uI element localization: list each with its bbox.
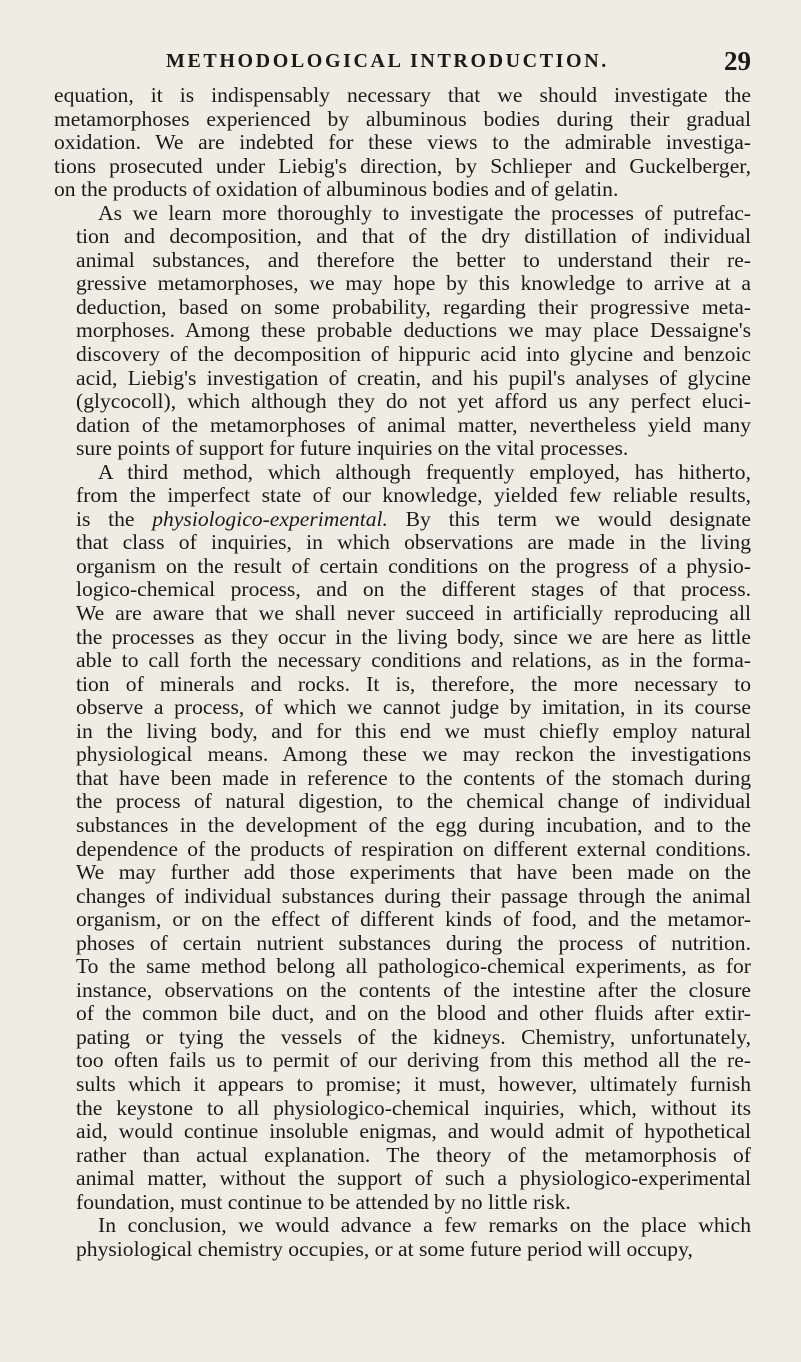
text-line: phoses of certain nutrient substances during the process of nutrition. xyxy=(76,930,751,955)
page-number: 29 xyxy=(724,46,751,76)
paragraph xyxy=(54,1214,751,1261)
text-line: organism, or on the effect of different kinds of food, and the metamor- xyxy=(76,907,751,932)
paragraph xyxy=(54,202,751,461)
text-line: sure points of support for future inquiries on the vital processes. xyxy=(76,436,629,461)
text-line: We are aware that we shall never succeed in artificially reproducing all xyxy=(76,601,751,626)
paragraph xyxy=(54,461,751,1215)
text-line: animal substances, and therefore the better to understand their re- xyxy=(76,247,751,272)
text-line: that class of inquiries, in which observations are made in the living xyxy=(76,530,751,555)
text-line: from the imperfect state of our knowledge, yielded few reliable results, xyxy=(76,483,751,508)
text-line: is the physiologico-experimental. By this term we would designate xyxy=(76,506,751,531)
text-line: We may further add those experiments that have been made on the xyxy=(76,860,751,885)
text-line: animal matter, without the support of such a physiologico-experimental xyxy=(76,1166,751,1191)
text-line: A third method, which although frequently employed, has hitherto, xyxy=(98,459,751,484)
text-line: equation, it is indispensably necessary that we should investigate the xyxy=(54,83,751,107)
text-line: in the living body, and for this end we must chiefly employ natural xyxy=(76,718,751,743)
text-line: oxidation. We are indebted for these views to the admirable investiga- xyxy=(54,130,751,155)
text-line: rather than actual explanation. The theory of the metamorphosis of xyxy=(76,1142,751,1167)
text-line: metamorphoses experienced by albuminous bodies during their gradual xyxy=(54,106,751,131)
text-line: of the common bile duct, and on the blood and other fluids after extir- xyxy=(76,1001,751,1026)
text-line: that have been made in reference to the contents of the stomach during xyxy=(76,765,751,790)
text-line: tion of minerals and rocks. It is, therefore, the more necessary to xyxy=(76,671,751,696)
text-line: pating or tying the vessels of the kidneys. Chemistry, unfortunately, xyxy=(76,1024,751,1049)
text-line: able to call forth the necessary conditions and relations, as in the forma- xyxy=(76,648,751,673)
text-line: dation of the metamorphoses of animal matter, nevertheless yield many xyxy=(76,412,751,437)
paragraph xyxy=(54,84,751,202)
text-line: changes of individual substances during their passage through the animal xyxy=(76,883,751,908)
text-line: too often fails us to permit of our deriving from this method all the re- xyxy=(76,1048,751,1073)
text-line: dependence of the products of respiration on different external conditions. xyxy=(76,836,751,861)
text-line: the processes as they occur in the living body, since we are here as little xyxy=(76,624,751,649)
text-line: sults which it appears to promise; it must, however, ultimately furnish xyxy=(76,1071,751,1096)
text-line: acid, Liebig's investigation of creatin, and his pupil's analyses of glycine xyxy=(76,365,751,390)
text-line: gressive metamorphoses, we may hope by this knowledge to arrive at a xyxy=(76,271,751,296)
text-line: logico-chemical process, and on the different stages of that process. xyxy=(76,577,751,602)
text-line: substances in the development of the egg during incubation, and to the xyxy=(76,812,751,837)
text-line: tion and decomposition, and that of the dry distillation of individual xyxy=(76,224,751,249)
body-text xyxy=(54,84,751,1261)
text-line: discovery of the decomposition of hippuric acid into glycine and benzoic xyxy=(76,342,751,367)
text-line: organism on the result of certain conditions on the progress of a physio- xyxy=(76,553,751,578)
text-line: aid, would continue insoluble enigmas, and would admit of hypothetical xyxy=(76,1119,751,1144)
text-line: the process of natural digestion, to the chemical change of individual xyxy=(76,789,751,814)
running-head xyxy=(166,46,751,76)
text-line: physiological chemistry occupies, or at some future period will occupy, xyxy=(76,1236,693,1261)
text-line: To the same method belong all pathologico-chemical experiments, as for xyxy=(76,954,751,979)
text-line: As we learn more thoroughly to investigate the processes of putrefac- xyxy=(98,200,751,225)
text-line: physiological means. Among these we may reckon the investigations xyxy=(76,742,751,767)
text-line: (glycocoll), which although they do not yet afford us any perfect eluci- xyxy=(76,389,751,414)
text-line: foundation, must continue to be attended by no little risk. xyxy=(76,1189,571,1214)
text-line: morphoses. Among these probable deductions we may place Dessaigne's xyxy=(76,318,751,343)
text-line: observe a process, of which we cannot judge by imitation, in its course xyxy=(76,695,751,720)
text-line: deduction, based on some probability, regarding their progressive meta- xyxy=(76,294,751,319)
text-line: the keystone to all physiologico-chemical inquiries, which, without its xyxy=(76,1095,751,1120)
text-line: instance, observations on the contents of the intestine after the closure xyxy=(76,977,751,1002)
running-title: METHODOLOGICAL INTRODUCTION. xyxy=(166,50,609,72)
text-line: In conclusion, we would advance a few remarks on the place which xyxy=(98,1213,751,1238)
text-line: tions prosecuted under Liebig's direction, by Schlieper and Guckelberger, xyxy=(54,153,751,178)
text-line: on the products of oxidation of albuminous bodies and of gelatin. xyxy=(54,177,619,202)
